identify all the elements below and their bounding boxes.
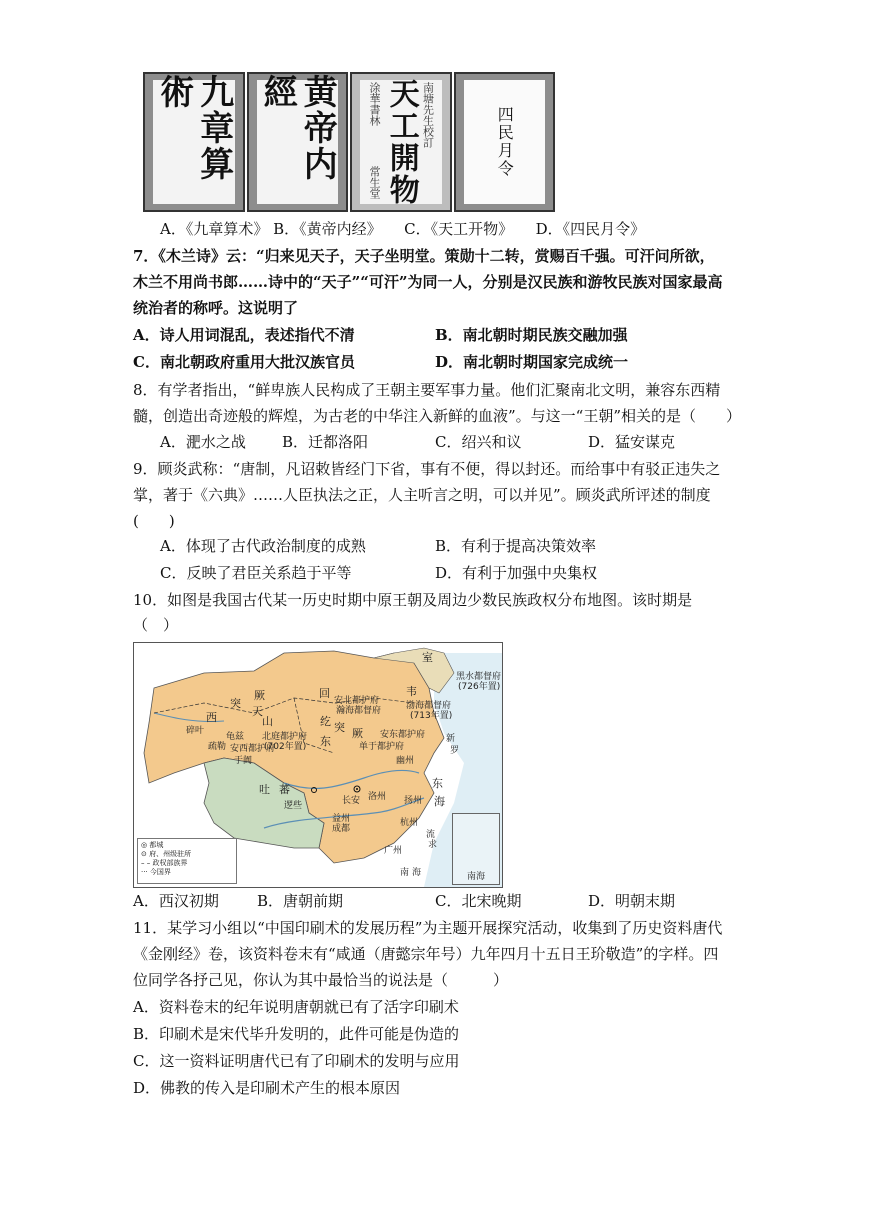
cover-jiuzhang-title: 九章算術 bbox=[153, 74, 234, 182]
cover-tiangong-side3: 南塘先生校訂 bbox=[421, 82, 435, 148]
map-label-yutian: 于阗 bbox=[234, 756, 253, 766]
q11-option-a: A．资料卷末的纪年说明唐朝就已有了活字印刷术 bbox=[133, 998, 459, 1016]
map-label-xinluo2: 罗 bbox=[450, 746, 460, 756]
map-label-tufan2: 蕃 bbox=[279, 783, 290, 796]
map-label-luozhou: 洛州 bbox=[368, 792, 387, 802]
map-label-andong: 安东都护府 bbox=[380, 730, 426, 740]
map-label-hui: 回 bbox=[319, 687, 330, 700]
q8-option-c: C．绍兴和议 bbox=[435, 433, 522, 451]
map-label-he: 纥 bbox=[320, 715, 331, 728]
map-label-qiu: 求 bbox=[428, 840, 438, 850]
map-label-tuj: 突 bbox=[334, 721, 345, 734]
q11-option-d: D．佛教的传入是印刷术产生的根本原因 bbox=[133, 1079, 401, 1097]
cover-tiangong-title: 天工開物 bbox=[383, 78, 419, 206]
cover-tiangong-side1: 涂華書林 bbox=[368, 82, 381, 126]
map-label-shan: 山 bbox=[262, 715, 273, 728]
map-label-wei: 韦 bbox=[406, 685, 417, 698]
map-label-anbei: 安北都护府 bbox=[334, 696, 380, 706]
q8-option-a: A．淝水之战 bbox=[160, 433, 246, 451]
map-label-jue2: 厥 bbox=[352, 727, 363, 740]
map-legend bbox=[137, 838, 237, 884]
q7-option-c: C．南北朝政府重用大批汉族官员 bbox=[133, 353, 355, 371]
legend-nation: ··· 今国界 bbox=[141, 868, 171, 876]
q10-option-b: B．唐朝前期 bbox=[257, 892, 344, 910]
map-label-yangzhou: 扬州 bbox=[404, 796, 423, 806]
q11-stem-2: 《金刚经》卷，该资料卷末有“咸通（唐懿宗年号）九年四月十五日王玠敬造”的字样。四 bbox=[133, 945, 719, 963]
map-label-anxi: 安西都护府 bbox=[230, 744, 276, 754]
map-label-beiting-year: (702年置) bbox=[264, 742, 307, 752]
q8-option-d: D．猛安谋克 bbox=[588, 433, 676, 451]
q7-option-a: A．诗人用词混乱，表述指代不清 bbox=[133, 326, 355, 344]
q10-option-c: C．北宋晚期 bbox=[435, 892, 522, 910]
q9-option-d: D．有利于加强中央集权 bbox=[435, 564, 598, 582]
map-label-guangzhou: 广州 bbox=[384, 846, 403, 856]
map-label-luoxie: 逻些 bbox=[284, 801, 303, 811]
q9-option-a: A．体现了古代政治制度的成熟 bbox=[160, 537, 366, 555]
q6-options: A．《九章算术》 B．《黄帝内经》 C．《天工开物》 D．《四民月令》 bbox=[160, 220, 646, 238]
book-covers bbox=[143, 72, 555, 212]
q8-stem-1: 8．有学者指出，“鲜卑族人民构成了王朝主要军事力量。他们汇聚南北文明，兼容东西精 bbox=[133, 381, 721, 399]
map-inset-south-sea bbox=[452, 813, 500, 885]
q7-option-b: B．南北朝时期民族交融加强 bbox=[435, 326, 628, 344]
map-label-dong: 东 bbox=[320, 735, 331, 748]
cover-tiangong bbox=[350, 72, 452, 212]
map-label-xinluo1: 新 bbox=[446, 734, 456, 744]
map-label-jue: 厥 bbox=[254, 689, 265, 702]
map-label-shanyu: 单于都护府 bbox=[359, 742, 405, 752]
map-label-west: 西 bbox=[206, 711, 217, 724]
map-label-guizi: 龟兹 bbox=[226, 732, 245, 742]
q9-option-c: C．反映了君臣关系趋于平等 bbox=[160, 564, 352, 582]
map-label-chengdu: 成都 bbox=[332, 824, 351, 834]
map-label-changan: 长安 bbox=[342, 796, 361, 806]
map-label-tufan1: 吐 bbox=[259, 783, 270, 796]
map-label-tu: 突 bbox=[230, 697, 241, 710]
q10-stem-2: （ ） bbox=[133, 616, 179, 634]
legend-border: – – 政权部族界 bbox=[141, 859, 188, 867]
legend-capital: ◎ 都城 bbox=[141, 841, 164, 849]
cover-huangdi-title: 黄帝内經 bbox=[257, 74, 338, 182]
map-label-hangzhou: 杭州 bbox=[400, 818, 419, 828]
q9-stem-1: 9．顾炎武称：“唐制，凡诏敕皆经门下省，事有不便，得以封还。而给事中有驳正违失之 bbox=[133, 460, 721, 478]
q7-stem-2: 木兰不用尚书郎……诗中的“天子”“可汗”为同一人，分别是汉民族和游牧民族对国家最高 bbox=[133, 273, 723, 291]
q8-option-b: B．迁都洛阳 bbox=[282, 433, 369, 451]
map-label-sea: 海 bbox=[434, 795, 445, 808]
q8-stem-2: 髓，创造出奇迹般的辉煌，为古老的中华注入新鲜的血液”。与这一“王朝”相关的是（ ） bbox=[133, 407, 742, 425]
map-label-bohai: 渤海都督府 bbox=[406, 701, 452, 711]
map-label-bohai-year: (713年置) bbox=[410, 711, 453, 721]
cover-simin-title: 四民月令 bbox=[495, 106, 515, 178]
map-label-liu: 流 bbox=[426, 830, 436, 840]
legend-fu: ⊙ 府、州级驻所 bbox=[141, 850, 192, 858]
q10-option-a: A．西汉初期 bbox=[133, 892, 219, 910]
map-label-heishui: 黑水都督府 bbox=[456, 672, 502, 682]
map-label-south-sea1: 南 bbox=[400, 868, 410, 878]
map-label-suiye: 碎叶 bbox=[186, 726, 205, 736]
q9-stem-3: ( ) bbox=[133, 512, 175, 530]
q11-option-b: B．印刷术是宋代毕升发明的，此件可能是伪造的 bbox=[133, 1025, 460, 1043]
inset-label-nanhai: 南海 bbox=[467, 872, 486, 882]
q9-stem-2: 掌，著于《六典》……人臣执法之正，人主听言之明，可以并见”。顾炎武所评述的制度 bbox=[133, 486, 711, 504]
cover-jiuzhang bbox=[143, 72, 245, 212]
map-label-shule: 疏勒 bbox=[208, 742, 227, 752]
q11-stem-3: 位同学各抒己见，你认为其中最恰当的说法是（ ） bbox=[133, 971, 509, 989]
cover-simin bbox=[454, 72, 556, 212]
cover-huangdi bbox=[247, 72, 349, 212]
map-label-heishui-year: (726年置) bbox=[458, 682, 501, 692]
map-label-beiting: 北庭都护府 bbox=[262, 732, 308, 742]
cover-tiangong-side2: 常生堂 bbox=[368, 166, 381, 199]
map-label-east-sea: 东 bbox=[432, 777, 443, 790]
map-label-shi: 室 bbox=[422, 651, 433, 664]
q11-stem-1: 11．某学习小组以“中国印刷术的发展历程”为主题开展探究活动，收集到了历史资料唐代 bbox=[133, 919, 723, 937]
tang-territory-map bbox=[133, 642, 503, 888]
map-label-yizhou: 益州 bbox=[332, 814, 351, 824]
map-label-tian: 天 bbox=[252, 705, 263, 718]
q7-stem-3: 统治者的称呼。这说明了 bbox=[133, 299, 299, 317]
q10-stem-1: 10．如图是我国古代某一历史时期中原王朝及周边少数民族政权分布地图。该时期是 bbox=[133, 591, 693, 609]
q9-option-b: B．有利于提高决策效率 bbox=[435, 537, 597, 555]
map-label-south-sea2: 海 bbox=[412, 868, 422, 878]
q10-option-d: D．明朝末期 bbox=[588, 892, 676, 910]
map-label-youzhou: 幽州 bbox=[396, 756, 415, 766]
map-label-hanhai: 瀚海都督府 bbox=[336, 706, 382, 716]
q7-stem-1: 7．《木兰诗》云：“归来见天子，天子坐明堂。策勋十二转，赏赐百千强。可汗问所欲， bbox=[133, 247, 715, 265]
q11-option-c: C．这一资料证明唐代已有了印刷术的发明与应用 bbox=[133, 1052, 460, 1070]
q7-option-d: D．南北朝时期国家完成统一 bbox=[435, 353, 629, 371]
